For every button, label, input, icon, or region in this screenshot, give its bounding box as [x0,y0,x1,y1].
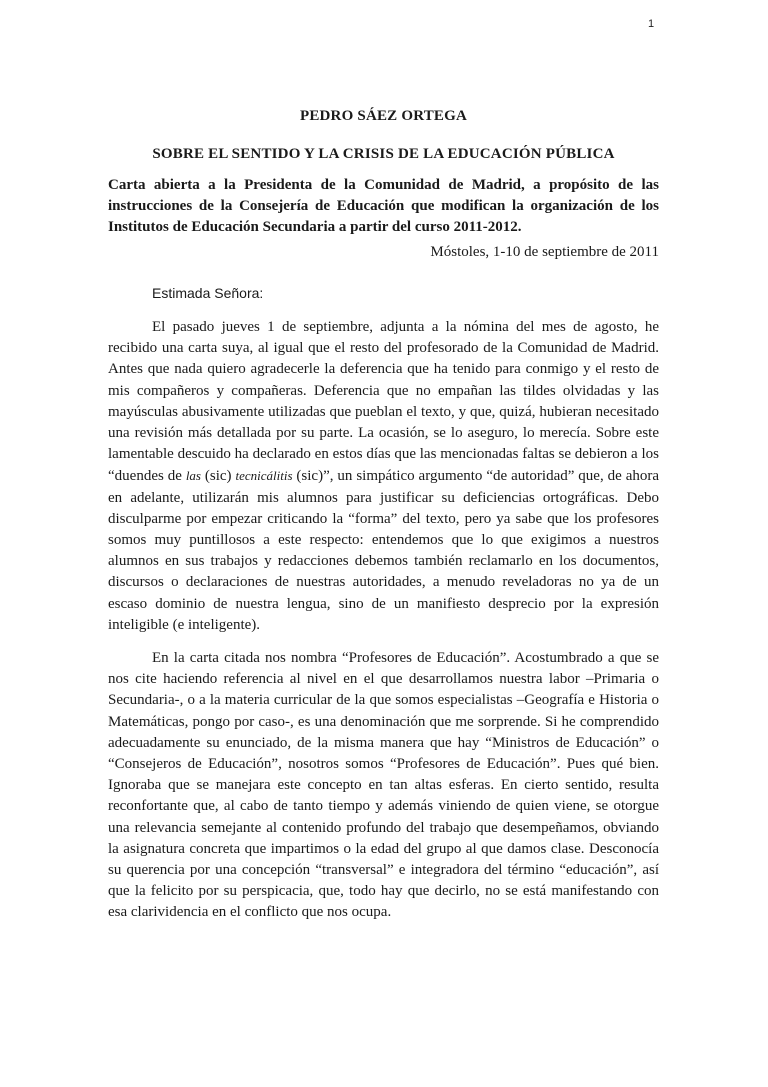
italic-tecnicalitis: tecnicálitis [235,468,293,484]
page-number: 1 [648,18,655,30]
paragraph-1-part-b: (sic) [200,468,236,485]
greeting: Estimada Señora: [152,285,264,301]
paragraph-2: En la carta citada nos nombra “Profesores de Educación”. Acostumbrado a que se nos cite haciendo referencia al nivel en el que desarrollamos nuestra labor –Primaria o Secundaria-, o a la materia curricular de la que somos especialistas –Geografía e Historia o Matemáticas, pongo por caso-, es una denominación que me sorprende. Si he comprendido adecuadamente su enunciado, de la misma manera que hay “Ministros de Educación” o “Consejeros de Educación”, nosotros somos “Profesores de Educación”. Pues qué bien. Ignoraba que se manejara este concepto en tan altas esferas. En cierto sentido, resulta reconfortante que, al cabo de tanto tiempo y además viniendo de quien viene, se otorgue una relevancia semejante al contenido profundo del trabajo que desempeñamos, obviando la asignatura concreta que impartimos o la edad del grupo al que damos clase. Desconocía su querencia por una concepción “transversal” e integradora del término “educación”, así que la felicito por su perspicacia, que, todo hay que decirlo, no se está manifestando con esa clarividencia en el conflicto que nos ocupa. [108,650,659,921]
paragraph-1-part-a: El pasado jueves 1 de septiembre, adjunta a la nómina del mes de agosto, he recibido una carta suya, al igual que el resto del profesorado de la Comunidad de Madrid. Antes que nada quiero agradecerle la deferencia que ha tenido para conmigo y el resto de mis compañeros y compañeras. Deferencia que no empañan las tildes olvidadas y las mayúsculas abusivamente utilizadas que pueblan el texto, y que, quizá, hubieran necesitado una revisión más detallada por su parte. La ocasión, se lo aseguro, lo merecía. Sobre este lamentable descuido ha declarado en estos días que las mencionadas faltas se debieron a los “duendes de [108,319,659,485]
document-body [108,106,659,936]
place-date: Móstoles, 1-10 de septiembre de 2011 [430,244,659,260]
paragraph-1-part-c: (sic)”, un simpático argumento “de autoridad” que, de ahora en adelante, utilizarán mis alumnos para justificar su deficiencias ortográficas. Debo disculparme por empezar criticando la “forma” del texto, pero ya sabe que los profesores somos muy puntillosos a este respecto: entendemos que lo que exigimos a nuestros alumnos en sus trabajos y redacciones debemos también reclamarlo en los documentos, discursos o declaraciones de nuestras autoridades, a menudo reveladoras no ya de un escaso dominio de nuestra lengua, sino de un manifiesto desprecio por la expresión inteligible (e inteligente). [108,468,660,633]
document-subtitle: Carta abierta a la Presidenta de la Comunidad de Madrid, a propósito de las instrucciones de la Consejería de Educación que modifican la organización de los Institutos de Educación Secundaria a partir del curso 2011-2012. [108,177,659,235]
paragraph-1 [108,317,659,636]
italic-las: las [185,468,201,484]
author-name: PEDRO SÁEZ ORTEGA [299,108,468,124]
document-title: SOBRE EL SENTIDO Y LA CRISIS DE LA EDUCACIÓN PÚBLICA [152,146,615,162]
